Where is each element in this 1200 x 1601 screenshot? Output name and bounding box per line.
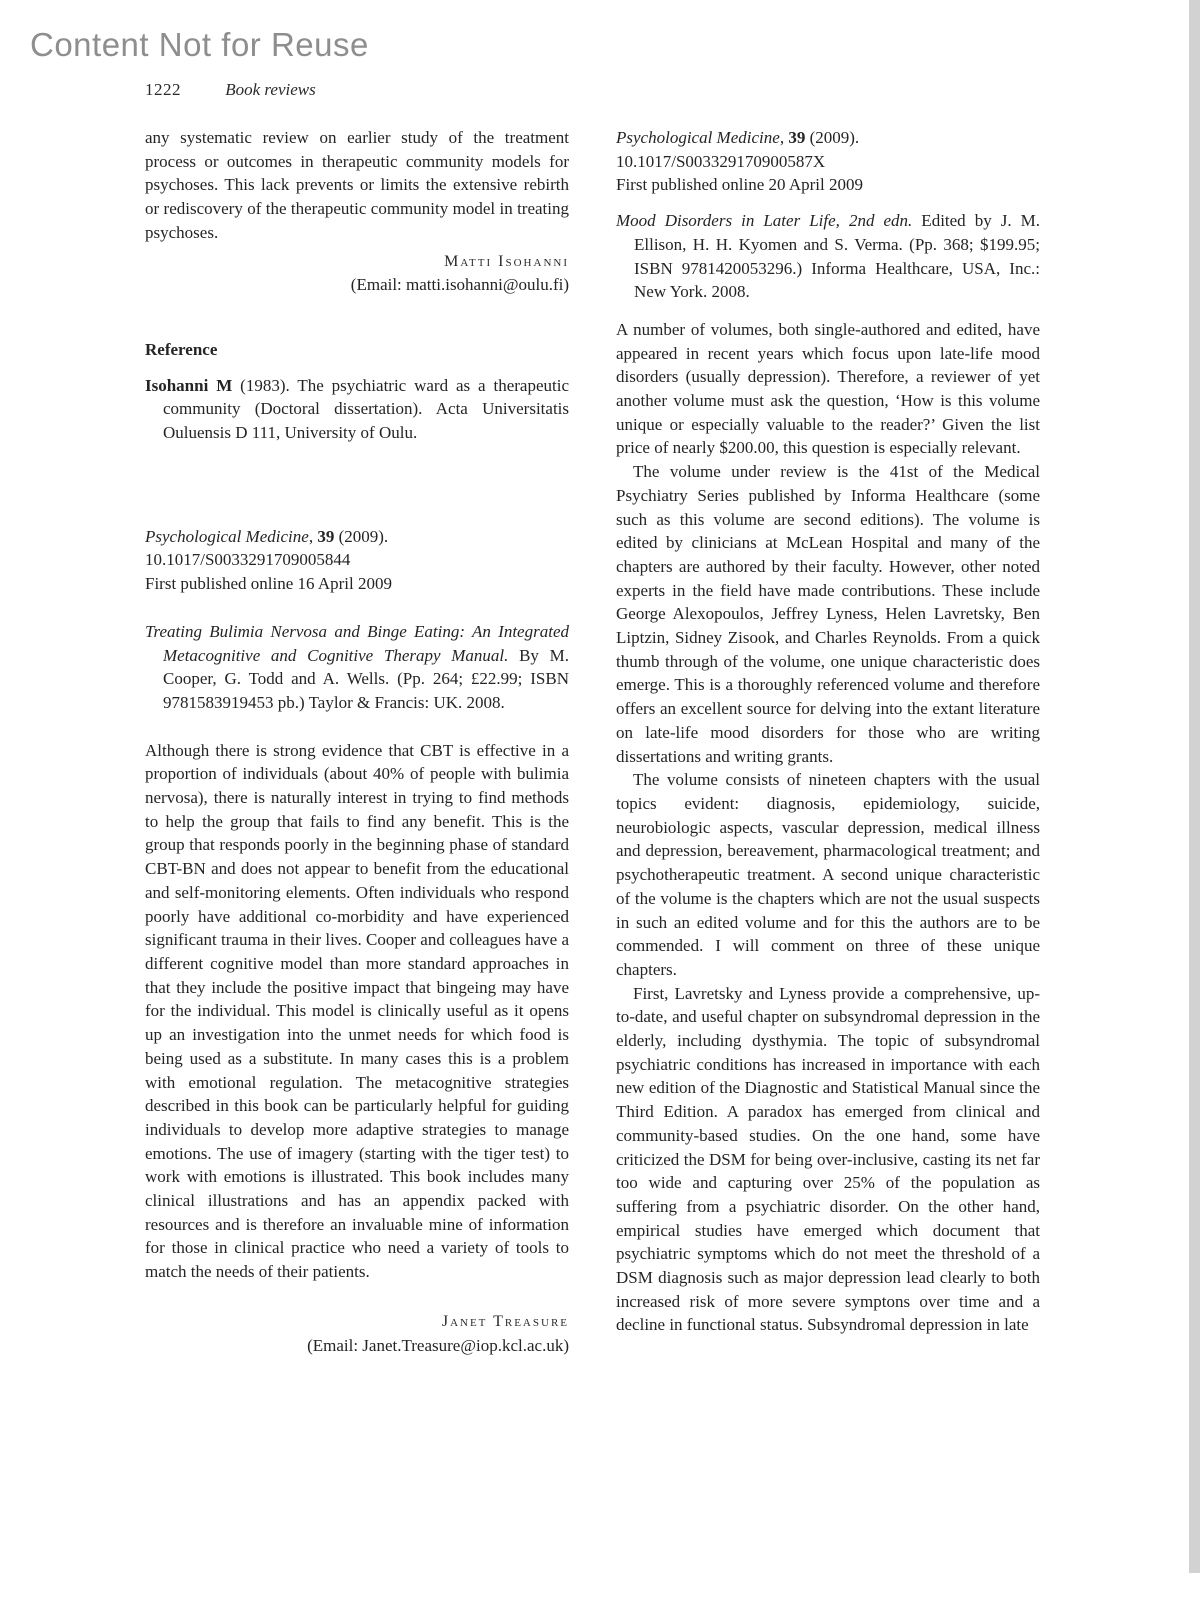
content-not-for-reuse-watermark: Content Not for Reuse xyxy=(30,26,369,63)
published-date-left: First published online 16 April 2009 xyxy=(145,574,392,594)
review-paragraph-2: The volume under review is the 41st of the Medical Psychiatry Series published by Informa Healthcare (some such as this volume are second editions). The volume is edited by clinicians at McLean Hospital and many of the chapters are authored by their faculty. However, other noted experts in the field have made contributions. These include George Alexopoulos, Jeffrey Lyness, Helen Lavretsky, Ben Liptzin, Sidney Zisook, and Charles Reynolds. From a quick thumb through of the volume, one unique characteristic does emerge. This is a thoroughly referenced volume and therefore offers an excellent source for delving into the extant literature on late-life mood disorders for those who are writing dissertations and writing grants. xyxy=(616,462,1040,766)
left-column xyxy=(145,126,569,1357)
review-paragraph-left: Although there is strong evidence that CBT is effective in a proportion of individuals (about 40% of people with bulimia nervosa), there is naturally interest in trying to find methods to help the group that fails to find any benefit. This is the group that responds poorly in the beginning phase of standard CBT-BN and does not appear to benefit from the educational and self-monitoring elements. Often individuals who respond poorly have additional co-morbidity and have experienced significant trauma in their lives. Cooper and colleagues have a different cognitive model than more standard approaches in that they include the positive impact that bingeing may have for the individual. This model is clinically useful as it opens up an investigation into the unmet needs for which food is being used as a substitute. In many cases this is a problem with emotional regulation. The metacognitive strategies described in this book can be particularly helpful for guiding individuals to develop more adaptive strategies to manage emotions. The use of imagery (starting with the tiger test) to work with emotions is illustrated. This book includes many clinical illustrations and has an appendix packed with resources and is therefore an invaluable mine of information for those in clinical practice who need a variety of tools to match the needs of their patients. xyxy=(145,740,569,1282)
page-number: 1222 xyxy=(145,80,181,99)
journal-year: (2009). xyxy=(805,128,860,147)
book-citation-right xyxy=(616,209,1040,304)
reference-heading: Reference xyxy=(145,339,218,359)
book-title-right: Mood Disorders in Later Life, 2nd edn. xyxy=(616,211,913,231)
reference-entry xyxy=(145,374,569,445)
book-citation-left xyxy=(145,620,569,715)
journal-year: (2009). xyxy=(334,526,389,546)
running-head xyxy=(145,80,316,100)
journal-sep: , xyxy=(779,128,789,147)
reviewer-name-treasure: Janet Treasure xyxy=(441,1312,569,1330)
book-title-left: Treating Bulimia Nervosa and Binge Eating: An Integrated Metacognitive and Cognitive Therapy Manual. xyxy=(145,621,569,665)
book-details-right: Edited by J. M. Ellison, H. H. Kyomen and S. Verma. (Pp. 368; $199.95; ISBN 9781420053296.) Informa Healthcare, USA, Inc.: New York. 2008. xyxy=(634,211,1041,302)
reference-text: (1983). The psychiatric ward as a therapeutic community (Doctoral dissertation). Acta Universitatis Ouluensis D 111, University of Oulu. xyxy=(163,375,569,443)
reviewer-email-treasure: (Email: Janet.Treasure@iop.kcl.ac.uk) xyxy=(307,1335,569,1355)
reviewer-email-isohanni: (Email: matti.isohanni@oulu.fi) xyxy=(350,275,569,295)
right-edge-shadow xyxy=(1189,0,1200,1573)
reviewer-name-isohanni: Matti Isohanni xyxy=(444,252,569,270)
journal-name: Psychological Medicine xyxy=(145,526,309,546)
section-title: Book reviews xyxy=(225,80,316,99)
doi-left: 10.1017/S0033291709005844 xyxy=(145,550,351,570)
reference-authors: Isohanni M xyxy=(145,375,233,395)
journal-volume: 39 xyxy=(317,526,335,546)
journal-name: Psychological Medicine xyxy=(616,128,780,147)
book-details-left: By M. Cooper, G. Todd and A. Wells. (Pp. 264; £22.99; ISBN 9781583919453 pb.) Taylor & Francis: UK. 2008. xyxy=(163,645,569,712)
continuation-paragraph: any systematic review on earlier study of the treatment process or outcomes in therapeutic community models for psychoses. This lack prevents or limits the extensive rebirth or rediscovery of the therapeutic community model in treating psychoses. xyxy=(145,128,569,242)
journal-volume: 39 xyxy=(788,128,806,147)
doi-right: 10.1017/S003329170900587X xyxy=(616,151,826,171)
published-date-right: First published online 20 April 2009 xyxy=(616,175,863,195)
review-paragraph-1: A number of volumes, both single-authored and edited, have appeared in recent years which focus upon late-life mood disorders (usually depression). Therefore, a reviewer of yet another volume must ask the question, ‘How is this volume unique or especially valuable to the reader?’ Given the list price of nearly $200.00, this question is especially relevant. xyxy=(616,319,1040,458)
review-paragraph-4: First, Lavretsky and Lyness provide a comprehensive, up-to-date, and useful chapter on subsyndromal depression in the elderly, including dysthymia. The topic of subsyndromal psychiatric conditions has increased in importance with each new edition of the Diagnostic and Statistical Manual since the Third Edition. A paradox has emerged from clinical and community-based studies. On the one hand, some have criticized the DSM for being over-inclusive, casting its net far too wide and capturing over 25% of the population as suffering from a psychiatric disorder. On the other hand, empirical studies have emerged which document that psychiatric symptoms which do not meet the threshold of a DSM diagnosis such as major depression lead clearly to both increased risk of more severe symptons over time and a decline in functional status. Subsyndromal depression in late xyxy=(616,983,1040,1335)
journal-line-left xyxy=(145,525,569,549)
journal-line-right xyxy=(616,126,1040,150)
review-paragraph-3: The volume consists of nineteen chapters with the usual topics evident: diagnosis, epidemiology, suicide, neurobiologic aspects, vascular depression, medical illness and depression, bereavement, pharmacological treatment; and psychotherapeutic treatment. A second unique characteristic of the volume is the chapters which are not the usual suspects in such an edited volume and for this the authors are to be commended. I will comment on three of these unique chapters. xyxy=(616,770,1040,979)
right-column xyxy=(616,126,1040,1337)
journal-sep: , xyxy=(308,526,318,546)
